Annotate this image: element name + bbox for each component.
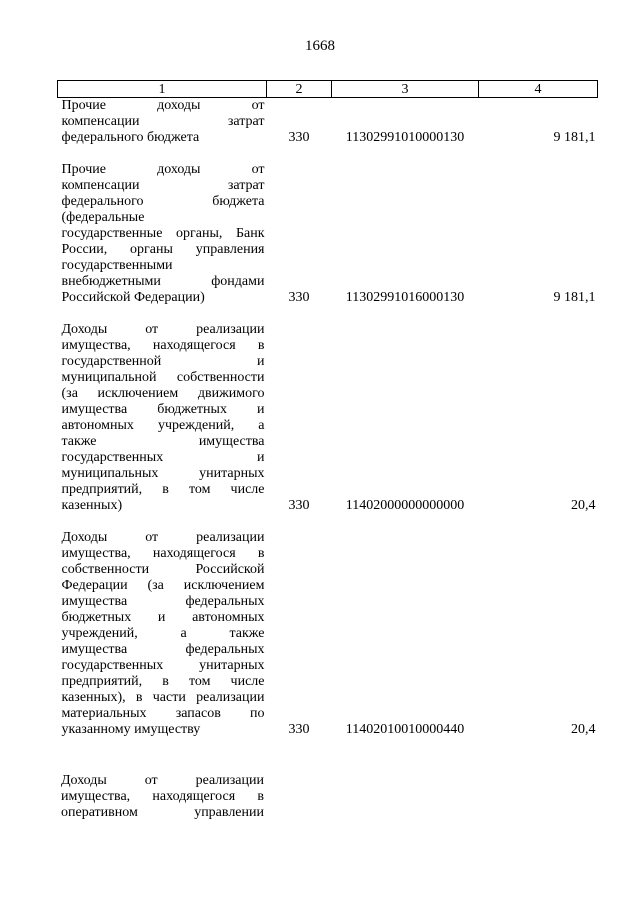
row-name-line: учреждений, а также bbox=[61, 626, 265, 641]
row-name-line: (за исключением движимого bbox=[61, 386, 265, 401]
row-name-cell bbox=[58, 528, 267, 752]
row-name-line: Федерации (за исключением bbox=[61, 578, 265, 593]
row-name-line: Российской Федерации) bbox=[61, 290, 205, 305]
row-name-line: Прочие доходы от bbox=[61, 98, 265, 113]
row-name-line: предприятий, в том числе bbox=[61, 482, 265, 497]
row-code-cell: 330 bbox=[288, 290, 310, 305]
row-sum-cell: 20,4 bbox=[571, 722, 596, 737]
row-name-line: имущества, находящегося в bbox=[61, 338, 265, 353]
row-kbk-cell: 11302991010000130 bbox=[345, 130, 465, 145]
row-name-line: имущества бюджетных и bbox=[61, 402, 265, 417]
row-name-line: автономных учреждений, а bbox=[61, 418, 265, 433]
row-sum-cell: 9 181,1 bbox=[553, 290, 596, 305]
row-code-cell: 330 bbox=[288, 130, 310, 145]
row-name-line: федерального бюджета bbox=[61, 194, 265, 209]
row-name-line: муниципальной собственности bbox=[61, 370, 265, 385]
row-code-cell: 330 bbox=[288, 722, 310, 737]
row-name-line: также имущества bbox=[61, 434, 265, 449]
row-code-cell: 330 bbox=[288, 498, 310, 513]
row-name-line: компенсации затрат bbox=[61, 178, 265, 193]
row-name-line: указанному имуществу bbox=[61, 722, 201, 737]
row-kbk-cell: 11302991016000130 bbox=[345, 290, 465, 305]
row-name-line: Прочие доходы от bbox=[61, 162, 265, 177]
row-name-line: внебюджетными фондами bbox=[61, 274, 265, 289]
page-number: 1668 bbox=[305, 38, 335, 54]
row-name-line: государственные органы, Банк bbox=[61, 226, 265, 241]
header-col-1: 1 bbox=[58, 81, 267, 98]
continued-name-line: имущества, находящегося в bbox=[61, 789, 264, 804]
continued-row-name bbox=[61, 773, 264, 821]
header-col-2: 2 bbox=[267, 81, 332, 98]
row-name-line: имущества федеральных bbox=[61, 642, 265, 657]
row-name-cell bbox=[58, 320, 267, 528]
table-row bbox=[58, 320, 598, 528]
table-row bbox=[58, 528, 598, 752]
table-header-row bbox=[58, 81, 598, 98]
row-name-line: (федеральные bbox=[61, 210, 145, 225]
row-name-line: муниципальных унитарных bbox=[61, 466, 265, 481]
continued-name-line: оперативном управлении bbox=[61, 805, 264, 820]
revenue-table bbox=[57, 80, 598, 752]
row-name-line: государственными bbox=[61, 258, 173, 273]
row-name-cell bbox=[58, 98, 267, 161]
row-name-line: государственных унитарных bbox=[61, 658, 265, 673]
row-sum-cell: 20,4 bbox=[571, 498, 596, 513]
row-name-line: федерального бюджета bbox=[61, 130, 200, 145]
table-body bbox=[58, 98, 598, 753]
row-name-line: государственных и bbox=[61, 450, 265, 465]
table-row bbox=[58, 98, 598, 161]
row-name-line: России, органы управления bbox=[61, 242, 265, 257]
row-name-line: Доходы от реализации bbox=[61, 322, 265, 337]
row-name-line: имущества федеральных bbox=[61, 594, 265, 609]
row-name-line: казенных) bbox=[61, 498, 123, 513]
row-name-line: бюджетных и автономных bbox=[61, 610, 265, 625]
table-row bbox=[58, 160, 598, 320]
row-name-line: собственности Российской bbox=[61, 562, 265, 577]
row-name-line: компенсации затрат bbox=[61, 114, 265, 129]
row-sum-cell: 9 181,1 bbox=[553, 130, 596, 145]
row-name-line: имущества, находящегося в bbox=[61, 546, 265, 561]
header-col-3: 3 bbox=[332, 81, 479, 98]
header-col-4: 4 bbox=[479, 81, 598, 98]
continued-name-line: Доходы от реализации bbox=[61, 773, 264, 788]
row-name-line: Доходы от реализации bbox=[61, 530, 265, 545]
row-name-line: материальных запасов по bbox=[61, 706, 265, 721]
row-name-line: предприятий, в том числе bbox=[61, 674, 265, 689]
row-name-line: казенных), в части реализации bbox=[61, 690, 265, 705]
row-name-cell bbox=[58, 160, 267, 320]
row-kbk-cell: 11402000000000000 bbox=[345, 498, 465, 513]
row-name-line: государственной и bbox=[61, 354, 265, 369]
row-kbk-cell: 11402010010000440 bbox=[345, 722, 465, 737]
